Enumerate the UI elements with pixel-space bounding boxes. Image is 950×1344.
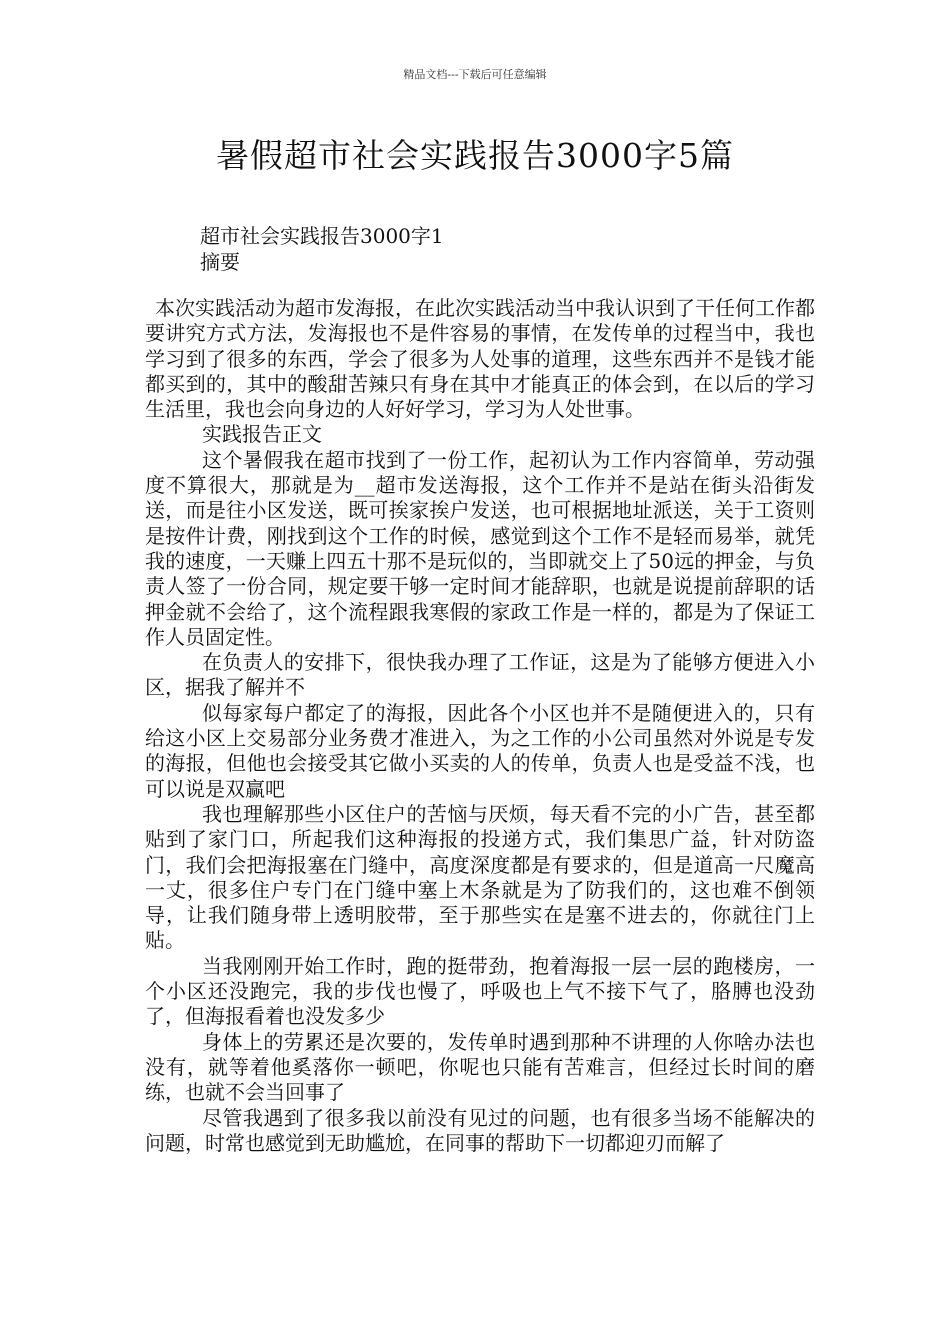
paragraph-abstract: 本次实践活动为超市发海报，在此次实践活动当中我认识到了干任何工作都要讲究方式方法，发海报也不是件容易的事情，在发传单的过程当中，我也学习到了很多的东西，学会了很多为人处事的道理，这些东西并不是钱才能都买到的，其中的酸甜苦辣只有身在其中才能真正的体会到，在以后的学习生活里，我也会向身边的人好好学习，学习为人处世事。	[145, 296, 815, 422]
paragraph-first-days: 当我刚刚开始工作时，跑的挺带劲，抱着海报一层一层的跑楼房，一个小区还没跑完，我的步伐也慢了，呼吸也上气不接下气了，胳膊也没劲了，但海报看着也没发多少	[145, 953, 815, 1029]
abstract-label: 摘要	[200, 250, 240, 274]
paragraph-report-heading: 实践报告正文	[202, 422, 322, 447]
section-title: 超市社会实践报告3000字1	[200, 224, 444, 248]
document-title: 暑假超市社会实践报告3000字5篇	[216, 136, 734, 175]
paragraph-residents: 我也理解那些小区住户的苦恼与厌烦，每天看不完的小广告，甚至都贴到了家门口，所起我们这种海报的投递方式，我们集思广益，针对防盗门，我们会把海报塞在门缝中，高度深度都是有要求的，但是道高一尺魔高一丈，很多住户专门在门缝中塞上木条就是为了防我们的，这也难不倒领导，让我们随身带上透明胶带，至于那些实在是塞不进去的，你就往门上贴。	[145, 801, 815, 953]
body-text	[145, 296, 815, 1156]
paragraph-community-access: 似每家每户都定了的海报，因此各个小区也并不是随便进入的，只有给这小区上交易部分业务费才准进入，为之工作的小公司虽然对外说是专发的海报，但他也会接受其它做小买卖的人的传单，负责人也是受益不浅，也可以说是双赢吧	[145, 700, 815, 801]
paragraph-problems: 尽管我遇到了很多我以前没有见过的问题，也有很多当场不能解决的问题，时常也感觉到无助尴尬，在同事的帮助下一切都迎刃而解了	[145, 1105, 815, 1155]
paragraph-fatigue: 身体上的劳累还是次要的，发传单时遇到那种不讲理的人你啥办法也没有，就等着他奚落你一顿吧，你呢也只能有苦难言，但经过长时间的磨练，也就不会当回事了	[145, 1029, 815, 1105]
paragraph-work-permit: 在负责人的安排下，很快我办理了工作证，这是为了能够方便进入小区，据我了解并不	[145, 650, 815, 700]
header-note: 精品文档---下载后可任意编辑	[403, 68, 547, 81]
paragraph-job-intro: 这个暑假我在超市找到了一份工作，起初认为工作内容简单，劳动强度不算很大，那就是为__超市发送海报，这个工作并不是站在街头沿街发送，而是往小区发送，既可挨家挨户发送，也可根据地址派送，关于工资则是按件计费，刚找到这个工作的时候，感觉到这个工作不是轻而易举，就凭我的速度，一天赚上四五十那不是玩似的，当即就交上了50远的押金，与负责人签了一份合同，规定要干够一定时间才能辞职，也就是说提前辞职的话押金就不会给了，这个流程跟我寒假的家政工作是一样的，都是为了保证工作人员固定性。	[145, 447, 815, 649]
